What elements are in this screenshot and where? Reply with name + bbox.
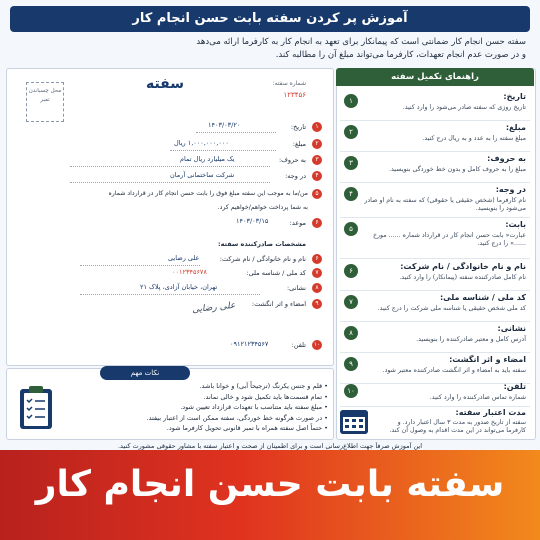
validity-desc: سفته از تاریخ صدور به مدت ۳ سال اعتبار دارد. و کارفرما می‌تواند در این مدت اقدام به وصول آن کند. xyxy=(389,419,526,434)
notes-title: نکات مهم xyxy=(100,366,190,380)
step-number-badge: ۱۰ xyxy=(344,384,358,398)
guide-item-desc: عبارت« بابت حسن انجام کار در قرارداد شماره ...... مورخ ......» را درج کنید. xyxy=(372,232,526,247)
guide-item xyxy=(340,218,530,259)
guide-item-title: تلفن: xyxy=(503,382,526,391)
form-step-badge: ۷ xyxy=(312,268,322,278)
amount-line xyxy=(170,150,276,151)
phone-label: تلفن: xyxy=(291,341,306,349)
step-number-badge: ۹ xyxy=(344,357,358,371)
serial-label: شماره سفته: xyxy=(272,80,306,87)
form-step-badge: ۱۰ xyxy=(313,341,321,348)
intro-line-1: سفته حسن انجام کار ضمانتی است که پیمانکار برای تعهد به انجام کار به کارفرما ارائه می‌دهد xyxy=(196,37,526,47)
guide-item-title: نشانی: xyxy=(497,324,526,333)
form-step-badge: ۸ xyxy=(312,283,322,293)
national-id-label: کد ملی / شناسه ملی: xyxy=(246,269,306,277)
guide-item xyxy=(340,260,530,291)
guide-item-desc: کد ملی شخص حقیقی یا شناسه ملی شرکت را درج کنید. xyxy=(377,305,526,312)
step-number-badge: ۸ xyxy=(344,326,358,340)
serial-value: ۱۲۳۴۵۶ xyxy=(283,91,306,99)
stamp-placeholder: محل چسباندن تمبر xyxy=(26,82,64,122)
due-date-label: موعد: xyxy=(289,219,306,227)
guide-item xyxy=(340,183,530,218)
form-step-badge: ۳ xyxy=(312,155,322,165)
guide-item xyxy=(340,322,530,353)
amount-words-line xyxy=(70,166,270,167)
notes-item: • در صورت هرگونه خط خوردگی، سفته ممکن است از اعتبار بیفتد. xyxy=(146,413,328,422)
form-step-badge: ۹ xyxy=(312,299,322,309)
form-step-badge: ۶ xyxy=(312,218,322,228)
guide-item-title: بابت: xyxy=(505,220,526,229)
guide-item-desc: مبلغ را به حروف کامل و بدون خط خوردگی بنویسید. xyxy=(389,166,526,173)
clipboard-icon xyxy=(18,384,54,430)
step-number-badge: ۵ xyxy=(344,222,358,236)
date-label: تاریخ: xyxy=(290,123,306,131)
step-number-badge: ۳ xyxy=(344,156,358,170)
signature: علی رضایی xyxy=(191,300,236,316)
amount-value: ۱,۰۰۰,۰۰۰,۰۰۰ ریال xyxy=(174,139,229,147)
form-step-badge: ۵ xyxy=(312,189,322,199)
guide-item-title: امضاء و اثر انگشت: xyxy=(449,355,526,364)
guide-item xyxy=(340,380,530,407)
address-label: نشانی: xyxy=(286,284,306,292)
address-value: تهران، خیابان آزادی، پلاک ۲۱ xyxy=(140,283,218,291)
amount-words-value: یک میلیارد ریال تمام xyxy=(180,155,235,163)
footer-note: این آموزش صرفاً جهت اطلاع‌رسانی است و برای اطمینان از صحت و اعتبار سفته با مشاور حقوقی مشورت کنید. xyxy=(117,442,423,450)
step-number-badge: ۱ xyxy=(344,94,358,108)
guide-item-desc: سفته باید به امضاء و اثر انگشت صادرکننده معتبر شود. xyxy=(382,367,526,374)
guide-item-title: در وجه: xyxy=(495,185,526,194)
form-step-badge: ۴ xyxy=(312,171,322,181)
issuer-name-label: نام و نام خانوادگی / نام شرکت: xyxy=(219,255,306,263)
banner-title: سفته بابت حسن انجام کار xyxy=(35,464,505,505)
guide-item-desc: نام کارفرما (شخص حقیقی یا حقوقی) که سفته به نام او صادر می‌شود را بنویسید. xyxy=(364,197,526,212)
signature-label: امضاء و اثر انگشت: xyxy=(251,300,306,308)
intro-line-2: و در صورت عدم انجام تعهدات، کارفرما می‌تواند مبلغ آن را مطالبه کند. xyxy=(275,50,526,60)
guide-item-desc: نام کامل صادرکننده سفته (پیمانکار) را وارد کنید. xyxy=(399,274,526,281)
issuer-heading: مشخصات صادرکننده سفته: xyxy=(218,240,306,248)
notes-item: • حتماً اصل سفته همراه با تمبر قانونی تحویل کارفرما شود. xyxy=(166,424,328,432)
guide-title: راهنمای تکمیل سفته xyxy=(336,68,534,86)
form-step-badge: ۲ xyxy=(312,139,322,149)
guide-item-desc: شماره تماس صادرکننده را وارد کنید. xyxy=(429,394,526,401)
amount-words-label: به حروف: xyxy=(278,156,306,164)
guide-item-title: نام و نام خانوادگی / نام شرکت: xyxy=(400,262,526,271)
guide-item xyxy=(340,152,530,183)
guide-item-title: به حروف: xyxy=(487,154,526,163)
notes-item: • تمام قسمت‌ها باید تکمیل شود و خالی نماند. xyxy=(203,392,328,401)
issuer-name-line xyxy=(80,265,200,266)
date-value: ۱۴۰۳/۰۳/۲۰ xyxy=(208,121,241,129)
intro-text xyxy=(14,36,526,62)
amount-label: مبلغ: xyxy=(292,140,306,148)
calendar-icon xyxy=(340,410,368,434)
guide-item-desc: آدرس کامل و معتبر صادرکننده را بنویسید. xyxy=(416,336,526,343)
payee-label: در وجه: xyxy=(285,172,306,180)
issuer-name-value: علی رضایی xyxy=(168,254,200,262)
notes-item: • قلم و جنس یکرنگ (ترجیحاً آبی) و خوانا باشد. xyxy=(199,382,328,390)
national-id-value: ۰۰۱۲۳۴۵۶۷۸ xyxy=(172,268,207,276)
step-number-badge: ۲ xyxy=(344,125,358,139)
guide-item-desc: مبلغ سفته را به عدد و به ریال درج کنید. xyxy=(422,135,526,142)
notes-list xyxy=(70,381,328,434)
payee-value: شرکت ساختمانی آرمان xyxy=(170,171,235,179)
step-number-badge: ۶ xyxy=(344,264,358,278)
guide-item-title: تاریخ: xyxy=(503,92,526,101)
step-number-badge: ۷ xyxy=(344,295,358,309)
page-title: آموزش پر کردن سفته بابت حسن انجام کار xyxy=(10,6,530,32)
guide-item xyxy=(340,90,530,121)
notes-item: • مبلغ سفته باید متناسب با تعهدات قرارداد تعیین شود. xyxy=(180,403,328,411)
date-line xyxy=(196,132,276,133)
clause-text: من/ما به موجب این سفته مبلغ فوق را بابت حسن انجام کار در قرارداد شماره xyxy=(108,190,308,197)
step-number-badge: ۴ xyxy=(344,187,358,201)
due-date-value: ۱۴۰۳/۰۳/۱۵ xyxy=(236,217,269,225)
guide-item xyxy=(340,121,530,152)
guide-item-desc: تاریخ روزی که سفته صادر می‌شود را وارد کنید. xyxy=(402,104,526,111)
form-step-badge: ۶ xyxy=(312,254,322,264)
validity-box xyxy=(340,408,530,436)
guide-item-title: مبلغ: xyxy=(505,123,526,132)
form-title: سفته xyxy=(145,76,185,92)
validity-title: مدت اعتبار سفته: xyxy=(455,408,526,417)
phone-value: ۰۹۱۲۱۲۳۴۵۶۷ xyxy=(230,340,269,348)
guide-item xyxy=(340,291,530,322)
clause-text-2: به شما پرداخت خواهم/خواهیم کرد. xyxy=(217,204,308,211)
payee-line xyxy=(70,182,270,183)
address-line xyxy=(80,294,260,295)
form-step-badge: ۱ xyxy=(312,122,322,132)
guide-item-title: کد ملی / شناسه ملی: xyxy=(439,293,526,302)
